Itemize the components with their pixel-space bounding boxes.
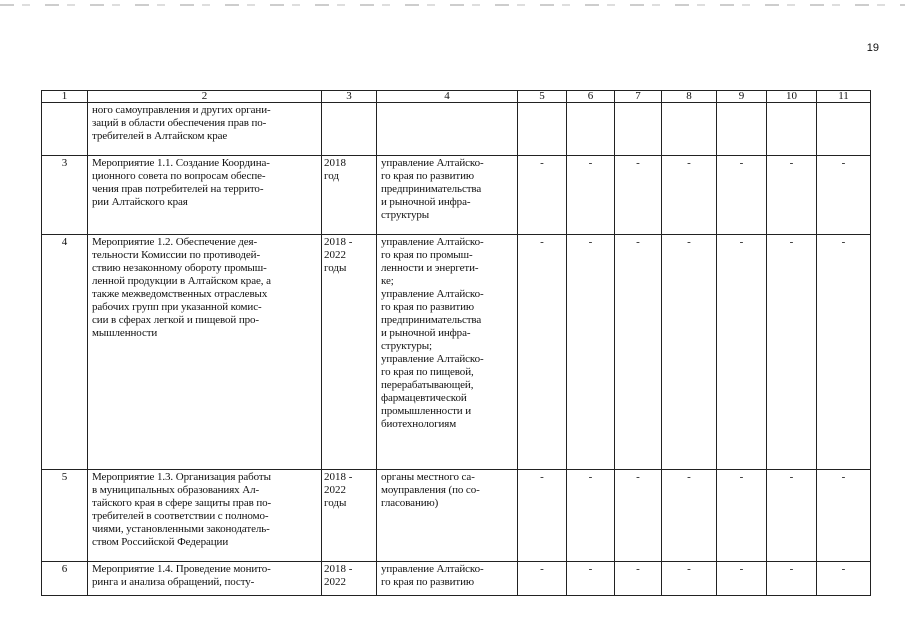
value-cell: - <box>662 156 717 235</box>
period-cell <box>322 562 377 596</box>
text-line: 2018 - <box>324 563 353 575</box>
value-cell <box>717 103 767 156</box>
executor-cell <box>377 235 518 470</box>
text-line: гласованию) <box>381 497 439 509</box>
value-cell: - <box>767 562 817 596</box>
value-cell <box>662 103 717 156</box>
value-cell: - <box>767 156 817 235</box>
text-line: структуры; <box>381 340 432 352</box>
value-cell: - <box>717 235 767 470</box>
text-line: го края по развитию <box>381 301 474 313</box>
column-number: 5 <box>518 91 567 103</box>
value-cell: - <box>615 156 662 235</box>
row-number-cell: 5 <box>42 470 88 562</box>
value-cell: - <box>567 235 615 470</box>
text-line: также межведомственных отраслевых <box>92 288 268 300</box>
text-line: Мероприятие 1.2. Обеспечение дея- <box>92 236 258 248</box>
scan-edge-artifact <box>0 4 905 6</box>
text-line: управление Алтайско- <box>381 157 484 169</box>
text-line: биотехнологиям <box>381 418 457 430</box>
text-line: го края по пищевой, <box>381 366 474 378</box>
column-number: 4 <box>377 91 518 103</box>
text-line: и рыночной инфра- <box>381 327 471 339</box>
column-number: 2 <box>88 91 322 103</box>
value-cell <box>615 103 662 156</box>
value-cell: - <box>615 470 662 562</box>
text-line: Мероприятие 1.3. Организация работы <box>92 471 271 483</box>
executor-cell <box>377 562 518 596</box>
text-line: мышленности <box>92 327 158 339</box>
value-cell: - <box>817 156 871 235</box>
row-number-cell: 6 <box>42 562 88 596</box>
text-line: управление Алтайско- <box>381 288 484 300</box>
value-cell: - <box>615 562 662 596</box>
text-line: год <box>324 170 340 182</box>
text-line: предпринимательства <box>381 314 482 326</box>
event-description-cell <box>88 562 322 596</box>
value-cell: - <box>518 562 567 596</box>
text-line: го края по развитию <box>381 576 474 588</box>
text-line: ством Российской Федерации <box>92 536 229 548</box>
text-line: ленной продукции в Алтайском крае, а <box>92 275 271 287</box>
text-line: сии в сферах легкой и пищевой про- <box>92 314 259 326</box>
column-number: 6 <box>567 91 615 103</box>
value-cell: - <box>518 156 567 235</box>
text-line: тельности Комиссии по противодей- <box>92 249 261 261</box>
column-number: 3 <box>322 91 377 103</box>
text-line: предпринимательства <box>381 183 482 195</box>
text-line: 2018 - <box>324 471 353 483</box>
text-line: Мероприятие 1.1. Создание Координа- <box>92 157 270 169</box>
text-line: промышленности и <box>381 405 472 417</box>
value-cell: - <box>817 235 871 470</box>
column-number: 1 <box>42 91 88 103</box>
value-cell: - <box>567 156 615 235</box>
value-cell <box>567 103 615 156</box>
table-row <box>42 562 871 596</box>
text-line: годы <box>324 262 347 274</box>
column-number: 11 <box>817 91 871 103</box>
event-description-cell <box>88 470 322 562</box>
row-number-cell: 3 <box>42 156 88 235</box>
text-line: заций в области обеспечения прав по- <box>92 117 267 129</box>
column-number-header-row <box>42 91 871 103</box>
value-cell: - <box>817 470 871 562</box>
text-line: 2018 - <box>324 236 353 248</box>
text-line: управление Алтайско- <box>381 353 484 365</box>
period-cell <box>322 156 377 235</box>
value-cell: - <box>767 235 817 470</box>
table-row <box>42 470 871 562</box>
event-description-cell <box>88 235 322 470</box>
text-line: го края по развитию <box>381 170 474 182</box>
table-row <box>42 103 871 156</box>
program-table <box>41 90 871 596</box>
text-line: 2022 <box>324 249 346 261</box>
value-cell: - <box>662 562 717 596</box>
table-row <box>42 235 871 470</box>
text-line: 2022 <box>324 576 346 588</box>
value-cell <box>817 103 871 156</box>
text-line: 2018 <box>324 157 346 169</box>
value-cell: - <box>662 470 717 562</box>
period-cell <box>322 470 377 562</box>
text-line: чиями, установленными законодатель- <box>92 523 270 535</box>
value-cell: - <box>567 562 615 596</box>
text-line: и рыночной инфра- <box>381 196 471 208</box>
text-line: структуры <box>381 209 430 221</box>
text-line: фармацевтической <box>381 392 467 404</box>
value-cell: - <box>615 235 662 470</box>
text-line: управление Алтайско- <box>381 236 484 248</box>
text-line: управление Алтайско- <box>381 563 484 575</box>
column-number: 7 <box>615 91 662 103</box>
executor-cell <box>377 156 518 235</box>
event-description-cell <box>88 103 322 156</box>
row-number-cell: 4 <box>42 235 88 470</box>
text-line: органы местного са- <box>381 471 475 483</box>
executor-cell <box>377 103 518 156</box>
text-line: ционного совета по вопросам обеспе- <box>92 170 266 182</box>
period-cell <box>322 103 377 156</box>
period-cell <box>322 235 377 470</box>
row-number-cell <box>42 103 88 156</box>
column-number: 8 <box>662 91 717 103</box>
column-number: 9 <box>717 91 767 103</box>
value-cell: - <box>567 470 615 562</box>
value-cell: - <box>518 235 567 470</box>
value-cell: - <box>717 470 767 562</box>
text-line: ринга и анализа обращений, посту- <box>92 576 255 588</box>
text-line: ленности и энергети- <box>381 262 479 274</box>
value-cell: - <box>518 470 567 562</box>
text-line: ного самоуправления и других органи- <box>92 104 271 116</box>
text-line: требителей в Алтайском крае <box>92 130 228 142</box>
text-line: Мероприятие 1.4. Проведение монито- <box>92 563 271 575</box>
text-line: годы <box>324 497 347 509</box>
text-line: рии Алтайского края <box>92 196 188 208</box>
text-line: тайского края в сфере защиты прав по- <box>92 497 272 509</box>
text-line: перерабатывающей, <box>381 379 474 391</box>
value-cell: - <box>717 562 767 596</box>
text-line: го края по промыш- <box>381 249 473 261</box>
executor-cell <box>377 470 518 562</box>
text-line: чения прав потребителей на террито- <box>92 183 264 195</box>
text-line: ке; <box>381 275 394 287</box>
text-line: моуправления (по со- <box>381 484 480 496</box>
text-line: 2022 <box>324 484 346 496</box>
value-cell: - <box>817 562 871 596</box>
column-number: 10 <box>767 91 817 103</box>
event-description-cell <box>88 156 322 235</box>
value-cell: - <box>662 235 717 470</box>
value-cell: - <box>767 470 817 562</box>
table-row <box>42 156 871 235</box>
text-line: ствию незаконному обороту промыш- <box>92 262 267 274</box>
value-cell <box>518 103 567 156</box>
value-cell <box>767 103 817 156</box>
value-cell: - <box>717 156 767 235</box>
text-line: рабочих групп при указанной комис- <box>92 301 262 313</box>
text-line: требителей в соответствии с полномо- <box>92 510 269 522</box>
text-line: в муниципальных образованиях Ал- <box>92 484 260 496</box>
page-number: 19 <box>866 42 879 54</box>
